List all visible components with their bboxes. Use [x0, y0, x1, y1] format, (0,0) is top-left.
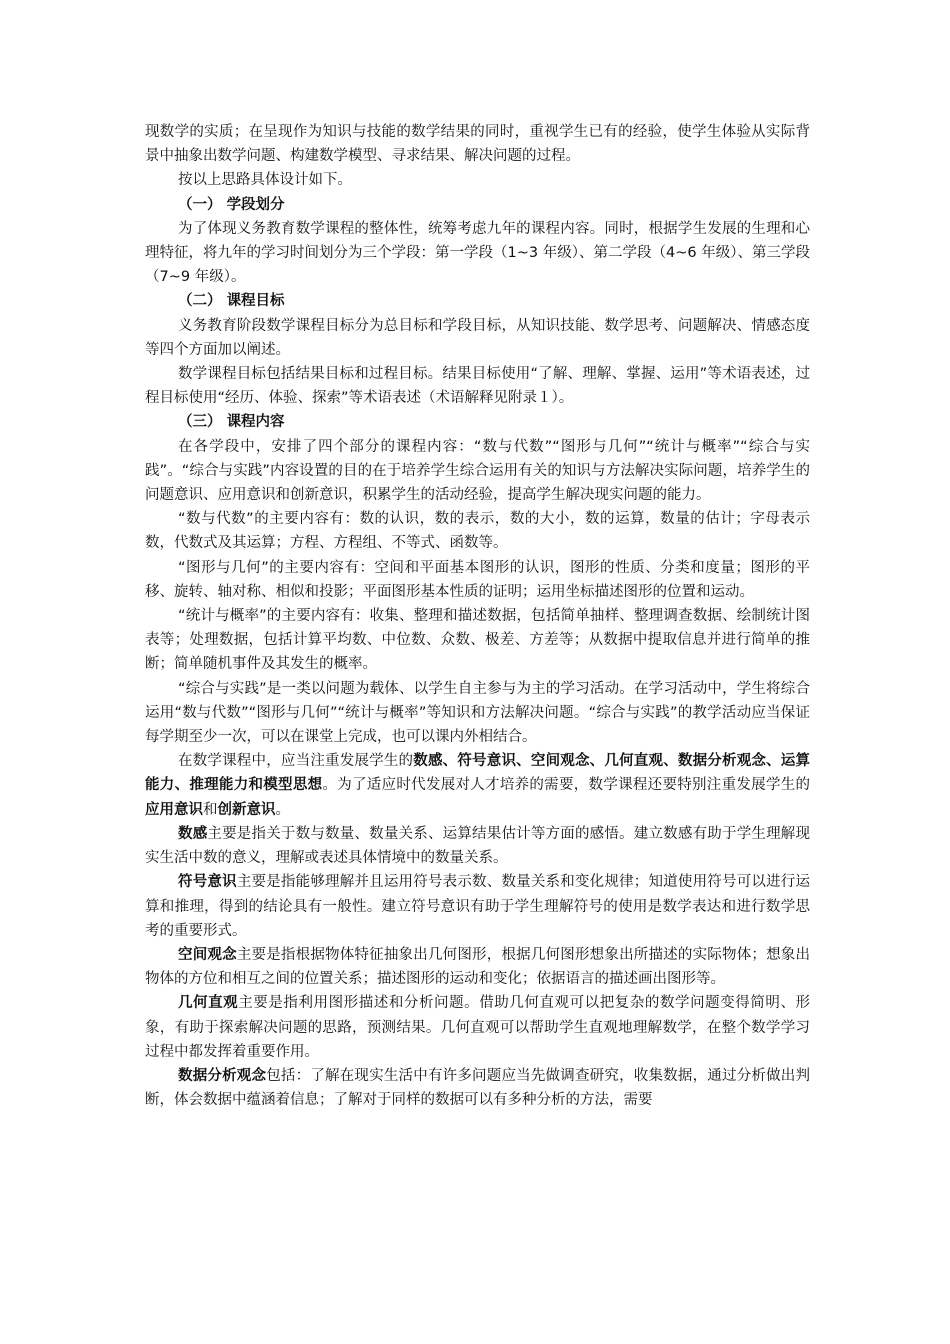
term: 几何直观 — [178, 995, 239, 1012]
term: 符号意识 — [178, 874, 237, 891]
definition: 主要是指根据物体特征抽象出几何图形，根据几何图形想象出所描述的实际物体；想象出物体的方位和相互之间的位置关系；描述图形的运动和变化；依据语言的描述画出图形等。 — [145, 946, 810, 988]
section-number: （一） — [178, 196, 222, 213]
paragraph-spatial-concept — [145, 943, 810, 991]
paragraph-number-algebra: “数与代数”的主要内容有：数的认识，数的表示，数的大小，数的运算，数量的估计；字母表示数，代数式及其运算；方程、方程组、不等式、函数等。 — [145, 511, 810, 552]
paragraph-geometric-intuition — [145, 991, 810, 1064]
term: 数据分析观念 — [178, 1067, 267, 1084]
text-run: 。 — [275, 801, 290, 818]
section-number: （三） — [178, 414, 222, 431]
definition: 主要是指关于数与数量、数量关系、运算结果估计等方面的感悟。建立数感有助于学生理解现实生活中数的意义，理解或表述具体情境中的数量关系。 — [145, 825, 810, 867]
definition: 主要是指能够理解并且运用符号表示数、数量关系和变化规律；知道使用符号可以进行运算和推理，得到的结论具有一般性。建立符号意识有助于学生理解符号的使用是数学表达和进行数学思考的重要形式。 — [145, 874, 810, 939]
paragraph-symbol-sense — [145, 870, 810, 943]
paragraph-goals-overview: 义务教育阶段数学课程目标分为总目标和学段目标，从知识技能、数学思考、问题解决、情感态度等四个方面加以阐述。 — [145, 317, 810, 358]
section-title: 课程内容 — [226, 414, 285, 431]
text-run: 在数学课程中，应当注重发展学生的 — [178, 753, 414, 770]
bold-run: 数感、符号意识、空间观念、几何直观、数据分析观念、运算能力、推理能力和模型思想 — [145, 753, 811, 794]
section-heading-goals — [145, 289, 810, 313]
paragraph-intro-continued: 现数学的实质；在呈现作为知识与技能的数学结果的同时，重视学生已有的经验，使学生体验从实际背景中抽象出数学问题、构建数学模型、寻求结果、解决问题的过程。 — [145, 124, 810, 165]
paragraph-data-analysis — [145, 1064, 810, 1112]
bold-run: 应用意识 — [145, 801, 203, 818]
document-page — [145, 120, 810, 1112]
paragraph-key-concepts — [145, 749, 810, 822]
paragraph-statistics-probability: “统计与概率”的主要内容有：收集、整理和描述数据，包括简单抽样、整理调查数据、绘制统计图表等；处理数据，包括计算平均数、中位数、众数、极差、方差等；从数据中提取信息并进行简单的推断；简单随机事件及其发生的概率。 — [145, 608, 810, 673]
paragraph-design-lead: 按以上思路具体设计如下。 — [178, 172, 352, 189]
term: 空间观念 — [178, 946, 237, 963]
definition: 主要是指利用图形描述和分析问题。借助几何直观可以把复杂的数学问题变得简明、形象，有助于探索解决问题的思路，预测结果。几何直观可以帮助学生直观地理解数学，在整个数学学习过程中都发挥着重要作用。 — [145, 995, 811, 1060]
section-title: 课程目标 — [226, 293, 285, 310]
bold-run: 创新意识 — [217, 801, 276, 818]
definition: 包括：了解在现实生活中有许多问题应当先做调查研究，收集数据，通过分析做出判断，体会数据中蕴涵着信息；了解对于同样的数据可以有多种分析的方法，需要 — [145, 1067, 811, 1109]
paragraph-goals-types: 数学课程目标包括结果目标和过程目标。结果目标使用“了解、理解、掌握、运用”等术语表述，过程目标使用“经历、体验、探索”等术语表述（术语解释见附录１）。 — [145, 366, 810, 407]
paragraph-content-parts: 在各学段中，安排了四个部分的课程内容：“数与代数”“图形与几何”“统计与概率”“综合与实践”。“综合与实践”内容设置的目的在于培养学生综合运用有关的知识与方法解决实际问题，培养学生的问题意识、应用意识和创新意识，积累学生的活动经验，提高学生解决现实问题的能力。 — [145, 438, 810, 504]
paragraph-number-sense — [145, 822, 810, 870]
paragraph-synthesis-practice: “综合与实践”是一类以问题为载体、以学生自主参与为主的学习活动。在学习活动中，学生将综合运用“数与代数”“图形与几何”“统计与概率”等知识和方法解决问题。“综合与实践”的教学活动应当保证每学期至少一次，可以在课堂上完成，也可以课内外相结合。 — [145, 680, 810, 746]
text-run: 。为了适应时代发展对人才培养的需要，数学课程还要特别注重发展学生的 — [322, 777, 811, 794]
section-heading-stages — [145, 193, 810, 217]
section-heading-content — [145, 410, 810, 434]
section-title: 学段划分 — [226, 196, 285, 213]
section-number: （二） — [178, 293, 222, 310]
text-run: 和 — [203, 801, 218, 818]
term: 数感 — [178, 825, 208, 842]
paragraph-shape-geometry: “图形与几何”的主要内容有：空间和平面基本图形的认识，图形的性质、分类和度量；图形的平移、旋转、轴对称、相似和投影；平面图形基本性质的证明；运用坐标描述图形的位置和运动。 — [145, 559, 810, 600]
paragraph-stages: 为了体现义务教育数学课程的整体性，统筹考虑九年的课程内容。同时，根据学生发展的生理和心理特征，将九年的学习时间划分为三个学段：第一学段（1~3 年级）、第二学段（4~6 年级）、第三学段（7~9 年级）。 — [145, 220, 810, 286]
